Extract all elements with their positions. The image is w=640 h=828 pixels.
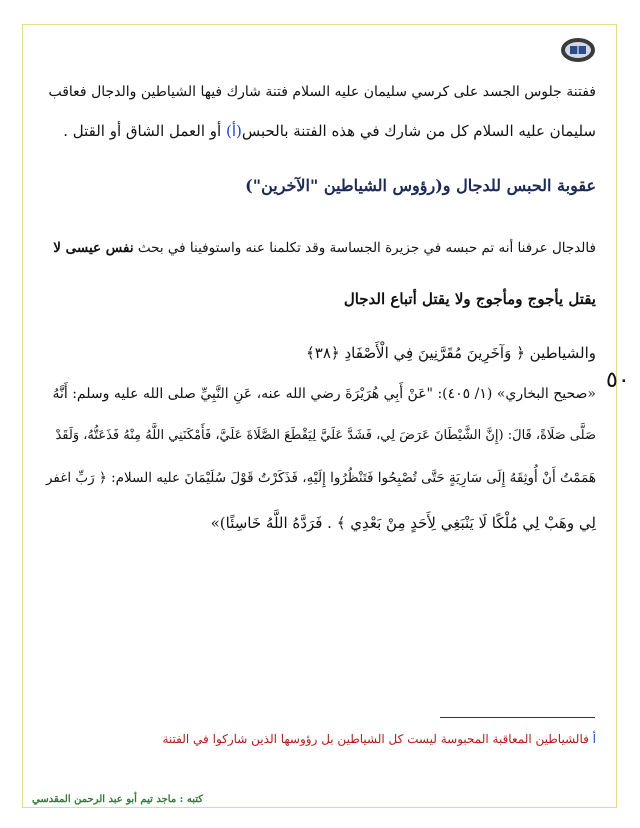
book-emblem-icon [560, 36, 596, 64]
page-frame [22, 24, 617, 808]
footnote-divider [440, 717, 595, 718]
paragraph1-line2-start: سليمان عليه السلام كل من شارك في هذه الفتنة بالحبس [241, 122, 596, 140]
footnote-text: فالشياطين المعاقبة المحبوسة ليست كل الشياطين بل رؤوسها الذين شاركوا في الفتنة [162, 732, 593, 746]
hadith-line2: صَلَّى صَلَاةً، قَالَ: (إِنَّ الشَّيْطَانَ عَرَضَ لِي، فَشَدَّ عَلَيَّ لِيَقْطَعَ الصَّلَاةَ عَلَيَّ، فَأَمْكَنَنِي اللَّهُ مِنْهُ فَذَعَتُّهُ، وَلَقَدْ [55, 428, 596, 443]
author-signature: كتبه : ماجد تيم أبو عبد الرحمن المقدسي [32, 794, 204, 805]
footnote-reference[interactable]: (أ) [225, 122, 242, 140]
footnote [163, 732, 597, 746]
paragraph2-line1-text: فالدجال عرفنا أنه تم حبسه في جزيرة الجساسة وقد تكلمنا عنه واستوفينا في بحث [133, 240, 596, 256]
paragraph1-line2-end: أو العمل الشاق أو القتل . [63, 122, 226, 140]
hadith-line3: هَمَمْتُ أَنْ أُوثِقَهُ إِلَى سَارِيَةٍ حَتَّى تُصْبِحُوا فَتَنْظُرُوا إِلَيْهِ، فَذَكَرْتُ قَوْلَ سُلَيْمَانَ عليه السلام: ﴿ رَبِّ اغفر [45, 470, 596, 486]
paragraph2-line1 [53, 240, 596, 256]
paragraph1-line1: ففتنة جلوس الجسد على كرسي سليمان عليه السلام فتنة شارك فيها الشياطين والدجال فعاقب [48, 84, 596, 100]
section-heading: عقوبة الحبس للدجال و(رؤوس الشياطين "الآخرين") [245, 176, 596, 195]
hadith-line4: لِي وهَبْ لِي مُلْكًا لَا يَنْبَغِي لِأَحَدٍ مِنْ بَعْدِي ﴾ . فَرَدَّهُ اللَّهُ خَاسِئًا)» [210, 514, 596, 532]
page-number: ٥٠ [606, 368, 630, 393]
paragraph2-bold-phrase: نفس عيسى لا [53, 240, 134, 256]
paragraph1-line2 [63, 122, 596, 140]
quran-verse-line: والشياطين ﴿ وَآخَرِينَ مُقَرَّنِينَ فِي الْأَصْفَادِ ﴿٣٨﴾ [306, 344, 596, 362]
footnote-mark: أ [592, 732, 596, 746]
paragraph2-line2: يقتل يأجوج ومأجوج ولا يقتل أتباع الدجال [343, 290, 596, 308]
hadith-line1: «صحيح البخاري» (١/ ٤٠٥): "عَنْ أَبِي هُرَيْرَةَ رضي الله عنه، عَنِ النَّبِيِّ صلى الله عليه وسلم: أَنَّهُ [52, 386, 596, 402]
